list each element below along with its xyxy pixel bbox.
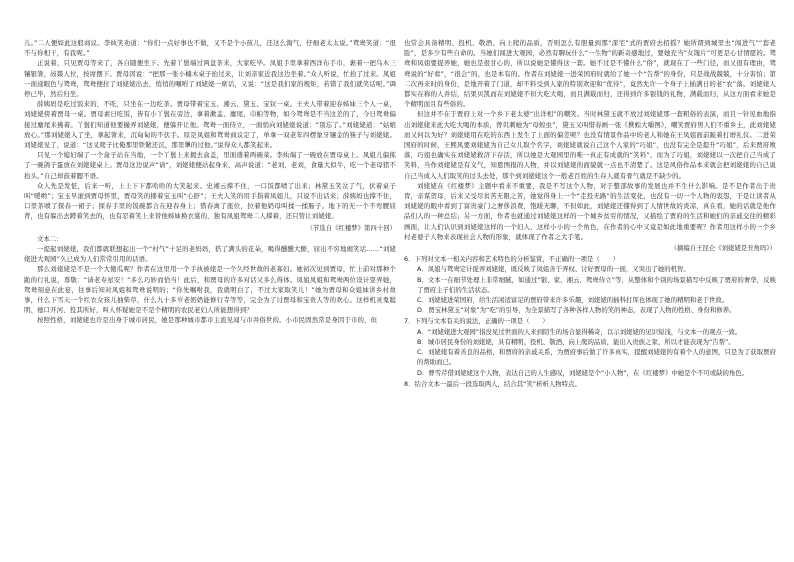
question-7-option-a: A．“刘姥姥进大观园”指没见过世面的人来到陌生的场合显得稀奇，以示刘姥姥的见识短浅，与文本一的观点一致。 — [417, 327, 742, 336]
question-6: 6．下列对文本一相关内容和艺术特色的分析鉴赏，不正确的一项是（ ） — [404, 255, 619, 264]
text2-paragraph-3: 按照性格，刘姥姥也许是出身于城市居民，她是那种城市都市主流见闻与市井俗世的。小市民固然常是身因于市的，但 — [37, 316, 378, 325]
question-7: 7．下列与文本有关的说法，正确的一项是（ ） — [404, 317, 549, 326]
text1-paragraph-1: 儿。”二人便如此这般商议。李纨笑劝道：“你们一点好事也不做，又不是个小孩儿，还这么淘气，仔细老太太说。”鸳鸯笑道：“很不与你相干，有我呢。” — [24, 39, 396, 58]
left-column — [24, 38, 396, 326]
text1-source: （节选自《红楼梦》第四十回） — [306, 223, 396, 232]
text2-paragraph-2: 那么刘姥姥是不是一个大傻瓜呢？作者在这里用一个手执被姥是一个久经世故的老寡妇。她初次见到贾母，忙上前对那种个跪的行礼说，尊敬：“请老寿星安！”多么巧妙而恰当！此后，和贾母的许多对话又多么得体。凤姐凤姐和鸳鸯两位设计耍弄她，鸳鸯刻意在此宴，往事后知对凤姐和鸳鸯说明的；“你先嘱咐我，我就明白了，不过大家取笑儿！”她为贾母和众姐妹讲乡村故事，什么下雪天一个红衣女孩儿抽柴草，什么九十多岁老奶奶能修行寺等等，完全为了讨贾母和宝贵人等的欢心。这样机灵鬼聪明、德口开河、投其所好，叫人怀疑她是不是个精明的农民老妇人所能想得到？ — [24, 265, 396, 315]
text2-label: 文本二： — [37, 234, 63, 243]
text2-paragraph-5: 刘姥姥在《红楼梦》主题中看来不重要，我是不写这个人物，对于整部故事的发展也并不生什么影响。是不是作者出于贵胄，亲谋贺母，后来又受尽贫苦无限之苦，她觉得身上一个“走投无路”的生活变化，也没有一切一个人物的衷怨，于是让读者从刘姥姥的眼中看到了富贵豪门之奢侈浪费，饱暖无聊，不但如此，刘姥姥还懂得到了人情世故的炎凉，真在看，她的话就是他作品们人的一种总结；另一方面，作者也就通过刘姥姥这样的一个城乡贫穷的情况，又描绘了贾府的生活和她们的亲戚交往的精彩画面，让人们认识到刘姥姥这样的一个妇人，这样小小的一个角色，在作者的心中又竟是如此地重要呢？作者用这样小的一个乡村老婆子人物来表现社会人物的形象，就体现了作者之大手笔。 — [404, 181, 776, 241]
question-7-option-d: D．曹雪芹借刘姥姥这个人物，表达自己的人生感叹，刘姥姥是个“小人物”，在《红楼梦》中她是个不可或缺的角色。 — [417, 368, 749, 377]
question-6-option-a: A．凤姐与鸳鸯定计捉弄刘姥姥，既反映了凤姐善于弄权、讨好贾母的一面，又突出了她的机智。 — [417, 265, 690, 274]
text1-paragraph-3: 薛姨妈是吃过饭来的，不吃，只坐在一边吃茶。贾母带着宝玉、湘云、黛玉、宝钗一桌。王夫人带着迎春姊妹三个人一桌，刘姥姥傍着贾母一桌。贾母素日吃饭，皆有小丫鬟在旁边，拿着漱盂、麈尾、巾帕等物，如今鸳鸯是不当这差的了，今日鸳鸯偏接过麈尾来拂着。丫鬟们知道他要撮弄刘姥姥，便躲开让他。鸳鸯一面侍立，一面悄向刘姥姥说道：“别忘了。”刘姥姥道：“姑娘放心。”那刘姥姥入了坐，拿起箸来，沉甸甸的不伏手。原是凤姐和鸳鸯商议定了，单拿一双老年四楞象牙镶金的筷子与刘姥姥。刘姥姥见了，说道：“这叉爬子比俺那里铁锨还沉，那里犟的过他。”说得众人都笑起来。 — [24, 100, 396, 150]
text2-source: （摘编自王昆仑《刘姥姥是丑角吗》） — [670, 244, 776, 253]
text1-paragraph-5: 众人先是发怔，后来一听，上上下下都哈哈的大笑起来。史湘云撑不住，一口饭都喷了出来；林黛玉笑岔了气，伏着桌子叫“嗳哟”；宝玉早滚到贾母怀里，贾母笑的搂着宝玉叫“心肝”；王夫人笑的用手指着凤姐儿，只说不出话来；薛姨妈也撑不住，口里茶喷了探春一裙子；探春手里的饭碗都合在迎春身上；惜春离了座位，拉着他奶母叫揉一揉肠子。地下的无一个不弯腰屈背，也有躲出去蹲着笑去的，也有忍着笑上来替他姊妹换衣裳的，独有凤姐鸳鸯二人撑着，还只管让刘姥姥。 — [24, 181, 396, 221]
question-6-option-c: C．刘姥姥进荣国府，给生活闲适富足的贾府带来许多乐趣，刘姥姥的插科打诨也体现了她的精明和老于世故。 — [417, 296, 729, 305]
text1-paragraph-4: 只见一个媳妇端了一个盒子站在当地，一个丫鬟上来揭去盒盖，里面盛着两碗菜。李纨端了一碗放在贾母桌上。凤姐儿偏拣了一碗鸽子蛋放在刘姥姥桌上。贾母这边说声“请”，刘姥姥便站起身来，高声说道：“老刘，老刘，食量大似牛，吃一个老母猪不抬头。”自己却鼓着腮不语。 — [24, 151, 396, 180]
question-6-option-b: B．文本一在细节处理上非常细腻，如通过“银、家、湘云、鸳鸯侍立”等，从整体和个别的场景描写中反映了贾府的奢华，反映了贾府主子们的生活状态。 — [417, 275, 776, 294]
question-6-option-d: D．贾宝林黛玉“对象”为“吃”的引导，为全景描写了各种各样人物的笑的神态，表现了人物的性格、身份和修养。 — [417, 306, 736, 315]
question-8: 8．结合文本一最后一段选取两人，结合其“笑”析析人物特点。 — [404, 379, 581, 388]
text1-paragraph-2: 正说着，只见贾母等来了，各自随便坐下。先着丫鬟端过两盘茶来，大家吃毕。凤姐手里拿着西洋布手巾，裹着一把乌木三镶银箸，敁敠人位，按席摆下。贾母因说：“把那一张小楠木桌子抬过来，让刘亲家近我这边坐着。”众人听说，忙抬了过来。凤姐一面递眼色与鸳鸯，鸳鸯便拉了刘姥姥出去，悄悄的嘱咐了刘姥姥一席话，又说：“这是我们家的规矩，若错了我们就笑话呢。”调停已毕，然后归坐。 — [24, 59, 396, 99]
text2-paragraph-1: 一提起刘姥姥，我们都就联想起出一个“村气”十足的老妈妈，搭了满头的花朵，喝得醺醺大醉，屈出不穷地闹笑话……“刘姥姥进大观园”久已成为人们常常引用的话语。 — [24, 245, 396, 264]
text2-paragraph-4: 但这并不在于贾府上对一个乡下老太婆“出洋相”的嘲笑。当时林黛玉就不放过刘姥姥那一套粗俗的表演，而且一针见血地指出刘姥姥来此大吃大喝的本质，曾讥刺她为“母蝗虫”，黛玉又叫惜春画一张《携蝗大嚼图》，嘲笑贾府男人们不重乡土，此刘姥姥而又何以为好？刘姥姥用在吃的东西上发生了上面的偏差呢？也没有情景作品中的老人和她在王凤姐面前跪着打磨礼仪。二进荣国府的时候，王熙凤要刘姥姥为自己女儿取个名字，刘姥姥就说自己这个人家的“巧姐”，也没有完全是提升“巧姐”，后来贾府败落，巧姐也确实在刘姥姥救济下存活，所以她是大观园里的唯一真正有成就的“笑料”，而为了巧姐，刘姥姥以一次把自己当成了笑料，当作刘姥姥是有义气，知恩图报的人物，并以刘姥姥的面貌就一点也不清楚了。这是风俗作品本来就会把刘姥姥的自己说自己当成入人们取笑的过头去处，那个到刘姥姥这个一般老百姓的生存人就有骨气就是不缺少的。 — [404, 110, 776, 180]
question-7-option-b: B．城市居民身份的刘姥姥，具有精明、投机、敬酒、向上爬的品质，能出入贵族之家，所以才能表现为“告帮”。 — [417, 337, 735, 346]
right-column — [404, 38, 776, 389]
text2-paragraph-3-cont: 也常会具备精明、投机、敬酒、向上爬的品质，否则怎么有胆量到那“深宅”式的贾府去招摇？她所谓到城里去“闯进气”“套老脸”，是多少有些自命的。当她们闯进大观园，必然有聊玩什么“一生物”的新奇感地过，要她充当“女篾片”可更是心甘情愿的。鸳鸯和凤姐要捉弄她，她也是很甘心的，所以说她是懂得这一套。她不过是不懂什么“俗”，就现在了一些门径，而又很有理由，鸳鸯说的“好看”，“很会”的，也是本有的。作者在刘姥姥一进荣国府时就给了她一个“告帮”的身份，只是战战兢兢，十分害怕；第二次再来时的身份，是地开着了门道，却不料受到人家的特别欢迎和“优待”，竟然允许一个身子上插满日的老“农”落。刘姥姥人都实在称的人并结，结果贝凯而在刘姥姥不但大吃大喝，而且满载而归，还得到许多银钱的礼物，满载而归，从这方面看来她是个精明而且有些俗的。 — [404, 39, 776, 109]
question-7-option-c: C．刘姥姥有着善良的品格，和贾府的亲戚关系，为贾府事后做了许多真实，提醒刘姥姥的有着个人的意图，只是为了获取贾府的帮助而已。 — [417, 348, 776, 367]
